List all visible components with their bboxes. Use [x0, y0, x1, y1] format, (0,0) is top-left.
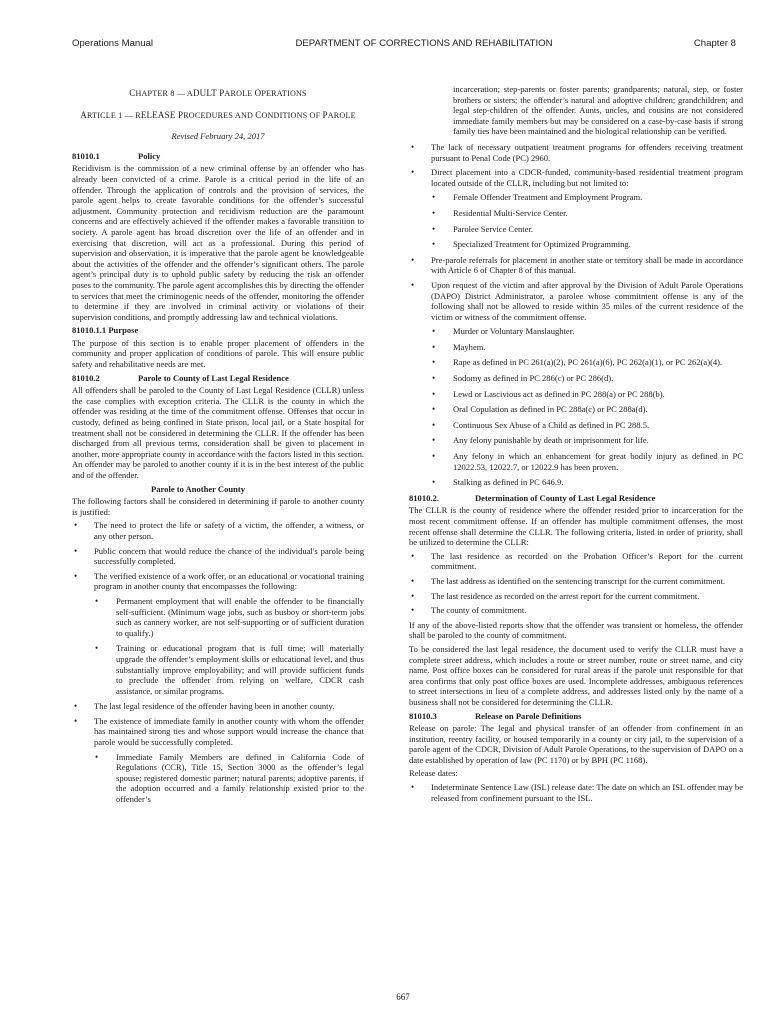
- list-item: • Murder or Voluntary Manslaughter.: [431, 326, 743, 337]
- policy-text: Recidivism is the commission of a new criminal offense by an offender who has already been convicted of a crime. Parole is a critical period in the life of an offender. Through the application of controls and the provision of services, the parole agent helps to create favorable conditions for the offender’s successful adjustment. Community protection and recidivism reduction are the paramount concerns and are effectively achieved if the offender makes a favorable transition to society. A parole agent has broad discretion over the life of an offender and in exercising that discretion, will act as a professional. During this period of supervision and observation, it is imperative that the parole agent be knowledgeable about the activities of the offender and the offender’s significant others. The parole agent’s principal duty is to uphold public safety by reducing the risk an offender poses to the community. The parole agent accomplishes this by directing the offender to services that meet the criminogenic needs of the offender, monitoring the offender to determine if they are involved in criminal activity or violations of their supervision conditions, and promptly addressing law and technical violations.: [72, 163, 364, 322]
- work-offer-sublist: [94, 596, 364, 696]
- chapter-title: CHAPTER 8 — ADULT PAROLE OPERATIONS: [129, 88, 307, 98]
- list-item: • The last residence as recorded on the arrest report for the current commitment.: [409, 591, 743, 602]
- list-item: • The lack of necessary outpatient treatment programs for offenders receiving treatment pursuant to Penal Code (PC) 2960.: [409, 142, 743, 163]
- section-heading-policy: 81010.1 Policy: [72, 150, 161, 161]
- list-item: • Immediate Family Members are defined in California Code of Regulations (CCR), Title 15, Section 3000 as the offender’s legal spouse; registered domestic partner; natural parents; adoptive parents, if the adoption occurred and a family relationship existed prior to the offender’s: [94, 752, 364, 805]
- list-item: • Permanent employment that will enable the offender to be financially self-sufficient. (Minimum wage jobs, such as busboy or short-term jobs such as cannery worker, are not self-supporting or of sufficient duration to qualify.): [94, 596, 364, 638]
- list-item: • Any felony punishable by death or imprisonment for life.: [431, 435, 743, 446]
- header-department: DEPARTMENT OF CORRECTIONS AND REHABILITATION: [295, 38, 553, 49]
- list-item: • Training or educational program that is full time; will materially upgrade the offender’s employment skills or educational level, and thus substantially improve employability; and will provide sufficient funds to preclude the offender from relying on welfare, CDCR cash assistance, or similar programs.: [94, 643, 364, 696]
- subheading-parole-to-another-county: Parole to Another County: [151, 483, 245, 494]
- list-item: • Indeterminate Sentence Law (ISL) release date: The date on which an ISL offender may be released from confinement pursuant to the ISL.: [409, 782, 743, 803]
- section-heading-purpose: 81010.1.1 Purpose: [72, 325, 139, 336]
- list-item: • Rape as defined in PC 261(a)(2), PC 261(a)(6), PC 262(a)(1), or PC 262(a)(4).: [431, 357, 743, 368]
- list-item: • Lewd or Lascivious act as defined in PC 288(a) or PC 288(b).: [431, 389, 743, 400]
- list-item: • Public concern that would reduce the chance of the individual's parole being successfully completed.: [72, 546, 364, 567]
- list-item: • The existence of immediate family in another county with whom the offender has maintained strong ties and whose support would increase the chance that parole would be successfully completed. • Immediate Family Members are defined in California Code of Regulations (CCR), Title 15, Section 3000 as the offender’s legal spouse; registered domestic partner; natural parents; adoptive parents, if the adoption occurred and a family relationship existed prior to the offender’s: [72, 716, 364, 805]
- left-column: [72, 84, 364, 810]
- list-item: • The county of commitment.: [409, 605, 743, 616]
- list-item: • Female Offender Treatment and Employment Program.: [431, 192, 743, 203]
- right-column: [409, 84, 743, 807]
- family-sublist: [94, 752, 364, 805]
- header-chapter: Chapter 8: [693, 38, 736, 49]
- list-item: • Residential Multi-Service Center.: [431, 208, 743, 219]
- list-item: • The last legal residence of the offender having been in another county.: [72, 701, 364, 712]
- list-item: • Stalking as defined in PC 646.9.: [431, 477, 743, 488]
- list-item: • Any felony in which an enhancement for great bodily injury as defined in PC 12022.53, 12022.7, or 12022.9 has been proven.: [431, 451, 743, 472]
- determination-cllr-text: The CLLR is the county of residence where the offender resided prior to incarceration for the most recent commitment offense. If an offender has multiple commitment offenses, the most recent offense shall determine the CLLR. The following criteria, listed in order of priority, shall be utilized to determine the CLLR:: [409, 505, 743, 548]
- family-definition-continued: incarceration; step-parents or foster parents; grandparents; natural, step, or foster brothers or sisters; the offender’s natural and adoptive children; grandchildren; and legal step-children of the offender. Aunts, uncles, and cousins are not considered immediate family members but may be considered on a case-by-case basis if strong family ties have been maintained and the biological relationship can be verified.: [453, 84, 743, 137]
- transient-text: If any of the above-listed reports show that the offender was transient or homeless, the offender shall be paroled to the county of commitment.: [409, 619, 743, 641]
- article-title: ARTICLE 1 — RELEASE PROCEDURES AND CONDITIONS OF PAROLE: [80, 109, 356, 120]
- release-on-parole-text: Release on parole: The legal and physical transfer of an offender from confinement in an institution, reentry facility, or housed temporarily in a county or city jail, to the supervision of a parole agent of the CDCR, Division of Adult Parole Operations, to the supervision of DAPO on a date established by operation of law (PC 1170) or by BPH (PC 1168).: [409, 723, 743, 765]
- list-item: • Direct placement into a CDCR-funded, community-based residential treatment program located outside of the CLLR, including but not limited to: • Female Offender Treatment and Employment Program. • Residential Multi-Service Center. • Parolee Service Center. • Specialized Treatment for Optimized Programming.: [409, 167, 743, 250]
- list-item: • Pre-parole referrals for placement in another state or territory shall be made in accordance with Article 6 of Chapter 8 of this manual.: [409, 255, 743, 276]
- list-item: • Parolee Service Center.: [431, 224, 743, 235]
- list-item: • Mayhem.: [431, 342, 743, 353]
- revised-date: Revised February 24, 2017: [171, 131, 265, 142]
- release-dates-list: [409, 782, 743, 803]
- list-item: • The need to protect the life or safety of a victim, the offender, a witness, or any other person.: [72, 520, 364, 541]
- list-item: • Sodomy as defined in PC 286(c) or PC 286(d).: [431, 373, 743, 384]
- list-item: • The last residence as recorded on the Probation Officer’s Report for the current commitment.: [409, 551, 743, 572]
- section-heading-parole-to-cllr: 81010.2 Parole to County of Last Legal Residence: [72, 372, 289, 383]
- section-heading-determination-cllr: 81010.2. Determination of County of Last Legal Residence: [409, 492, 656, 503]
- list-item: • Specialized Treatment for Optimized Programming.: [431, 239, 743, 250]
- factors-list: [72, 520, 364, 804]
- treatment-programs-sublist: [431, 192, 743, 249]
- list-item: • The last address as identified on the sentencing transcript for the current commitment.: [409, 576, 743, 587]
- page-number: 667: [396, 992, 410, 1002]
- parole-to-cllr-text: All offenders shall be paroled to the County of Last Legal Residence (CLLR) unless the case complies with exception criteria. The CLLR is the county in which the offender was residing at the time of the commitment offense. Offenses that occur in custody, defined as being confined in State prison, local jail, or a State hospital for treatment shall not be considered in determining the CLLR. If the offender has been discharged from all previous terms, consideration shall be given to placement in another, more appropriate county in accordance with the factors listed in this section. An offender may be paroled to another county if it is in the best interest of the public and of the offender.: [72, 385, 364, 480]
- list-item: • Continuous Sex Abuse of a Child as defined in PC 288.5.: [431, 420, 743, 431]
- header-manual-title: Operations Manual: [72, 38, 154, 49]
- list-item: • The verified existence of a work offer, or an educational or vocational training program in another county that encompasses the following: • Permanent employment that will enable the offender to be financially self-sufficient. (Minimum wage jobs, such as busboy or short-term jobs such as cannery worker, are not self-supporting or of sufficient duration to qualify.) • Training or educational program that is full time; will materially upgrade the offender’s employment skills or educational level, and thus substantially improve employability; and will provide sufficient funds to preclude the offender from relying on welfare, CDCR cash assistance, or similar programs.: [72, 571, 364, 697]
- factors-intro: The following factors shall be considered in determining if parole to another county is justified:: [72, 496, 364, 517]
- address-requirements-text: To be considered the last legal residence, the document used to verify the CLLR must have a complete street address, which includes a route or street number, route or street name, and city name. Post office boxes can be considered for rural areas if the parole unit responsible for that area confirms that only post office boxes are used. Incomplete addresses, ambiguous references to street intersections in lieu of a complete address, and addresses listed only by the name of a business shall not be considered for determining the CLLR.: [409, 643, 743, 707]
- page-header: [72, 38, 736, 52]
- cllr-criteria-list: [409, 551, 743, 616]
- section-heading-release-definitions: 81010.3 Release on Parole Definitions: [409, 710, 582, 721]
- list-item: • Upon request of the victim and after approval by the Division of Adult Parole Operations (DAPO) District Administrator, a parolee whose commitment offense is any of the following shall not be allowed to reside within 35 miles of the current residence of the victim or witness of the commitment offense. • Murder or Voluntary Manslaughter. • Mayhem. • Rape as defined in PC 261(a)(2), PC 261(a)(6), PC 262(a)(1), or PC 262(a)(4). • Sodomy as defined in PC 286(c) or PC 286(d). • Lewd or Lascivious act as defined in PC 288(a) or PC 288(b). • Oral Copulation as defined in PC 288a(c) or PC 288a(d). • Continuous Sex Abuse of a Child as defined in PC 288.5. • Any felony punishable by death or imprisonment for life. • Any felony in which an enhancement for great bodily injury as defined in PC 12022.53, 12022.7, or 12022.9 has been proven. • Stalking as defined in PC 646.9.: [409, 280, 743, 488]
- offenses-sublist: [431, 326, 743, 488]
- purpose-text: The purpose of this section is to enable proper placement of offenders in the community and proper application of conditions of parole. This will ensure public safety and rehabilitative needs are met.: [72, 337, 364, 370]
- release-dates-label: Release dates:: [409, 768, 458, 779]
- factors-list-continued: [409, 142, 743, 488]
- list-item: • Oral Copulation as defined in PC 288a(c) or PC 288a(d).: [431, 404, 743, 415]
